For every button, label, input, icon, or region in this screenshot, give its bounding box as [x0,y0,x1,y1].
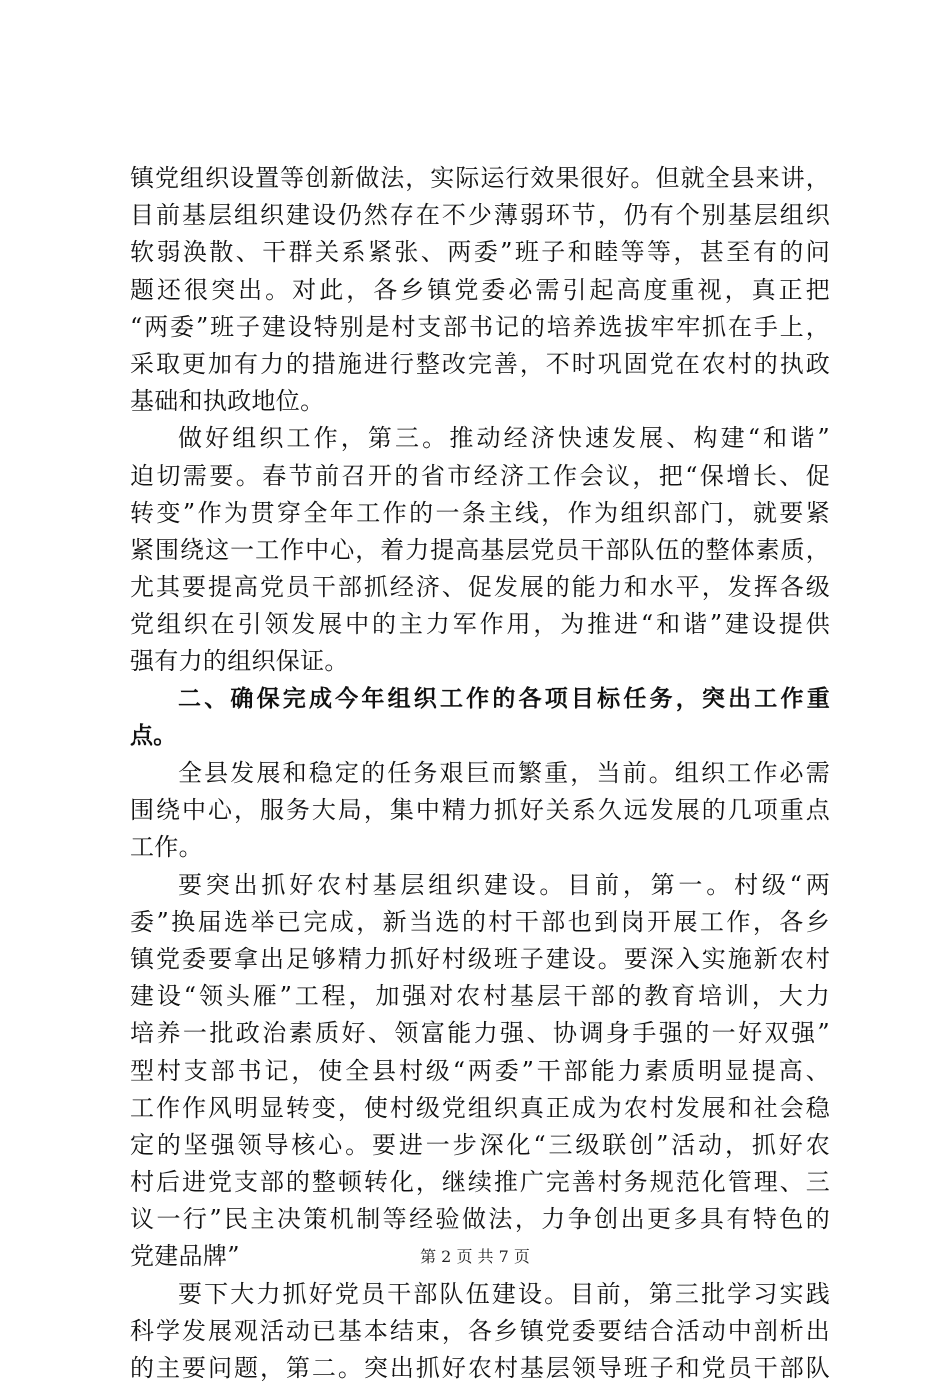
text-line: “两委”班子建设特别是村支部书记的培养选拔牢牢抓在手上， [130,312,830,341]
text-line: 议一行”民主决策机制等经验做法，力争创出更多具有特色的 [130,1205,830,1234]
text-line: 的主要问题，第二。突出抓好农村基层领导班子和党员干部队 [130,1354,830,1382]
text-line: 尤其要提高党员干部抓经济、促发展的能力和水平，发挥各级 [130,573,830,602]
text-line: 型村支部书记，使全县村级“两委”干部能力素质明显提高、 [130,1056,830,1085]
text-line: 要下大力抓好党员干部队伍建设。目前，第三批学习实践 [178,1279,830,1308]
text-line: 工作作风明显转变，使村级党组织真正成为农村发展和社会稳 [130,1093,830,1122]
text-line: 全县发展和稳定的任务艰巨而繁重，当前。组织工作必需 [178,759,830,787]
text-line: 目前基层组织建设仍然存在不少薄弱环节，仍有个别基层组织 [130,201,830,230]
page-footer: 第 2 页 共 7 页 [420,1247,530,1266]
text-line: 定的坚强领导核心。要进一步深化“三级联创”活动，抓好农 [130,1130,830,1159]
text-line: 村后进党支部的整顿转化，继续推广完善村务规范化管理、三 [130,1168,830,1197]
text-line: 软弱涣散、干群关系紧张、两委”班子和睦等等，甚至有的问 [130,238,830,267]
text-line: 党组织在引领发展中的主力军作用，为推进“和谐”建设提供 [130,610,830,639]
text-line: 委”换届选举已完成，新当选的村干部也到岗开展工作，各乡 [130,907,830,936]
text-line: 要突出抓好农村基层组织建设。目前，第一。村级“两 [178,870,830,899]
text-line: 紧围绕这一工作中心，着力提高基层党员干部队伍的整体素质， [130,535,830,564]
text-line: 建设“领头雁”工程，加强对农村基层干部的教育培训，大力 [130,982,830,1011]
text-line: 做好组织工作，第三。推动经济快速发展、构建“和谐” [178,424,830,453]
text-line: 科学发展观活动已基本结束，各乡镇党委要结合活动中剖析出 [130,1316,830,1345]
text-line: 工作。 [130,833,203,862]
text-line: 镇党委要拿出足够精力抓好村级班子建设。要深入实施新农村 [130,944,830,973]
text-line: 镇党组织设置等创新做法，实际运行效果很好。但就全县来讲， [130,164,830,192]
section-heading-line: 点。 [130,722,177,749]
text-line: 强有力的组织保证。 [130,647,349,676]
text-line: 围绕中心，服务大局，集中精力抓好关系久远发展的几项重点 [130,796,830,825]
text-line: 基础和执政地位。 [130,387,325,416]
text-line: 题还很突出。对此，各乡镇党委必需引起高度重视，真正把 [130,275,830,304]
text-line: 培养一批政治素质好、领富能力强、协调身手强的一好双强” [130,1019,830,1048]
text-line: 迫切需要。春节前召开的省市经济工作会议，把“保增长、促 [130,461,830,490]
text-line: 转变”作为贯穿全年工作的一条主线，作为组织部门，就要紧 [130,498,830,527]
body-text [130,160,830,1387]
text-line: 党建品牌” [130,1242,240,1271]
text-line: 采取更加有力的措施进行整改完善，不时巩固党在农村的执政 [130,349,830,378]
section-heading-line: 二、确保完成今年组织工作的各项目标任务，突出工作重 [178,685,830,712]
